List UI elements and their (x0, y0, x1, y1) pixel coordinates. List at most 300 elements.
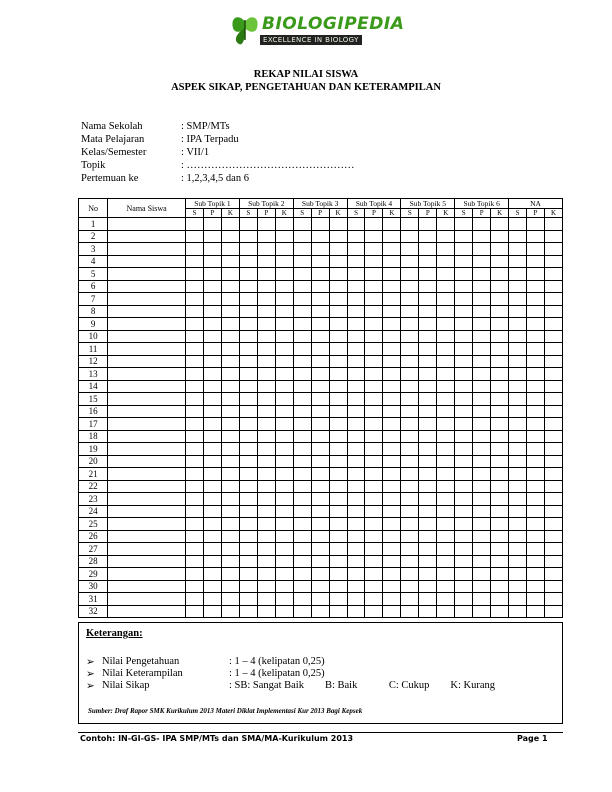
score-cell (491, 430, 509, 443)
keterangan-value: : SB: Sangat Baik B: Baik C: Cukup K: Kurang (229, 680, 496, 691)
score-cell (473, 355, 491, 368)
info-value: : ………………………………………… (181, 160, 355, 171)
score-cell (257, 580, 275, 593)
score-cell (455, 405, 473, 418)
score-cell (257, 305, 275, 318)
col-sub-header: K (383, 209, 401, 218)
student-name-cell (108, 343, 186, 356)
score-cell (186, 530, 204, 543)
score-cell (437, 593, 455, 606)
table-row (79, 280, 563, 293)
score-cell (473, 393, 491, 406)
score-cell (544, 218, 562, 231)
score-cell (437, 418, 455, 431)
score-cell (239, 355, 257, 368)
score-cell (437, 530, 455, 543)
score-cell (401, 380, 419, 393)
col-header-no: No (79, 199, 108, 218)
row-number: 3 (79, 243, 108, 256)
score-cell (329, 530, 347, 543)
row-number: 20 (79, 455, 108, 468)
score-cell (473, 230, 491, 243)
score-cell (544, 443, 562, 456)
score-cell (544, 530, 562, 543)
table-row (79, 555, 563, 568)
score-cell (239, 430, 257, 443)
student-name-cell (108, 480, 186, 493)
score-cell (311, 443, 329, 456)
score-cell (455, 480, 473, 493)
keterangan-item (86, 656, 325, 668)
score-cell (383, 443, 401, 456)
keterangan-label: Nilai Pengetahuan (102, 656, 180, 667)
score-cell (544, 318, 562, 331)
score-cell (509, 418, 527, 431)
score-cell (221, 368, 239, 381)
score-cell (221, 355, 239, 368)
student-name-cell (108, 555, 186, 568)
score-cell (455, 505, 473, 518)
logo-name: BIOLOGIPEDIA (262, 14, 405, 34)
score-cell (419, 443, 437, 456)
score-cell (455, 393, 473, 406)
score-cell (347, 605, 365, 618)
score-cell (455, 518, 473, 531)
col-sub-header: K (544, 209, 562, 218)
score-cell (347, 255, 365, 268)
score-cell (347, 443, 365, 456)
score-cell (221, 443, 239, 456)
score-cell (186, 405, 204, 418)
score-cell (544, 543, 562, 556)
row-number: 26 (79, 530, 108, 543)
table-row (79, 480, 563, 493)
score-cell (329, 455, 347, 468)
score-cell (311, 555, 329, 568)
score-cell (293, 430, 311, 443)
score-cell (365, 443, 383, 456)
score-cell (383, 455, 401, 468)
score-cell (203, 418, 221, 431)
table-row (79, 305, 563, 318)
score-cell (419, 505, 437, 518)
score-cell (293, 480, 311, 493)
score-cell (257, 380, 275, 393)
score-cell (383, 280, 401, 293)
col-sub-header: S (401, 209, 419, 218)
score-cell (347, 518, 365, 531)
score-cell (401, 555, 419, 568)
score-cell (527, 255, 545, 268)
score-cell (437, 568, 455, 581)
score-cell (419, 405, 437, 418)
score-cell (293, 243, 311, 256)
score-cell (186, 280, 204, 293)
score-cell (419, 255, 437, 268)
score-cell (365, 530, 383, 543)
score-cell (203, 530, 221, 543)
score-cell (203, 443, 221, 456)
score-cell (509, 305, 527, 318)
info-block (81, 121, 355, 186)
score-cell (329, 268, 347, 281)
score-cell (365, 243, 383, 256)
score-cell (347, 355, 365, 368)
score-cell (347, 343, 365, 356)
arrow-bullet-icon: ➢ (86, 681, 95, 692)
score-cell (544, 493, 562, 506)
col-group-header: NA (509, 199, 563, 209)
score-cell (275, 493, 293, 506)
score-cell (544, 293, 562, 306)
student-name-cell (108, 218, 186, 231)
score-cell (239, 605, 257, 618)
score-cell (365, 293, 383, 306)
row-number: 13 (79, 368, 108, 381)
score-cell (437, 330, 455, 343)
score-cell (221, 493, 239, 506)
score-cell (275, 218, 293, 231)
col-sub-header: P (419, 209, 437, 218)
score-cell (221, 455, 239, 468)
score-cell (365, 543, 383, 556)
row-number: 24 (79, 505, 108, 518)
score-cell (293, 405, 311, 418)
score-cell (221, 305, 239, 318)
score-cell (275, 268, 293, 281)
score-cell (544, 430, 562, 443)
score-cell (401, 243, 419, 256)
footer-text: Contoh: IN-GI-GS- IPA SMP/MTs dan SMA/MA-Kurikulum 2013 (80, 734, 354, 743)
score-cell (383, 218, 401, 231)
score-cell (383, 230, 401, 243)
score-cell (527, 430, 545, 443)
score-cell (186, 455, 204, 468)
score-cell (491, 243, 509, 256)
row-number: 12 (79, 355, 108, 368)
score-cell (347, 555, 365, 568)
score-cell (365, 418, 383, 431)
score-cell (347, 593, 365, 606)
score-cell (275, 393, 293, 406)
score-cell (383, 255, 401, 268)
score-cell (275, 293, 293, 306)
score-cell (419, 280, 437, 293)
score-cell (257, 355, 275, 368)
score-cell (544, 268, 562, 281)
score-cell (275, 355, 293, 368)
score-cell (347, 330, 365, 343)
score-cell (329, 580, 347, 593)
score-cell (383, 543, 401, 556)
student-name-cell (108, 530, 186, 543)
score-cell (221, 430, 239, 443)
score-cell (275, 580, 293, 593)
score-cell (383, 480, 401, 493)
score-cell (257, 243, 275, 256)
score-cell (311, 493, 329, 506)
score-cell (527, 318, 545, 331)
score-cell (544, 405, 562, 418)
score-cell (203, 218, 221, 231)
score-cell (401, 430, 419, 443)
score-cell (509, 580, 527, 593)
info-label: Mata Pelajaran (81, 134, 145, 145)
score-cell (275, 280, 293, 293)
score-cell (293, 255, 311, 268)
score-cell (365, 230, 383, 243)
score-cell (221, 293, 239, 306)
score-cell (275, 455, 293, 468)
score-cell (509, 230, 527, 243)
score-cell (293, 330, 311, 343)
score-cell (347, 468, 365, 481)
score-cell (347, 368, 365, 381)
score-cell (203, 555, 221, 568)
info-value: : IPA Terpadu (181, 134, 239, 145)
score-cell (383, 355, 401, 368)
student-name-cell (108, 255, 186, 268)
score-cell (491, 455, 509, 468)
score-cell (473, 430, 491, 443)
score-cell (239, 543, 257, 556)
score-cell (491, 218, 509, 231)
score-cell (527, 330, 545, 343)
score-cell (186, 293, 204, 306)
score-cell (329, 418, 347, 431)
score-cell (509, 493, 527, 506)
score-cell (527, 593, 545, 606)
score-cell (293, 555, 311, 568)
score-cell (186, 330, 204, 343)
score-cell (311, 330, 329, 343)
score-cell (527, 455, 545, 468)
score-cell (455, 305, 473, 318)
score-cell (186, 305, 204, 318)
score-cell (239, 468, 257, 481)
score-cell (311, 605, 329, 618)
score-cell (347, 455, 365, 468)
score-cell (275, 230, 293, 243)
score-cell (383, 268, 401, 281)
score-cell (437, 355, 455, 368)
score-cell (347, 530, 365, 543)
score-cell (491, 480, 509, 493)
score-cell (437, 493, 455, 506)
score-cell (509, 480, 527, 493)
score-cell (455, 343, 473, 356)
arrow-bullet-icon: ➢ (86, 669, 95, 680)
score-cell (221, 405, 239, 418)
score-cell (473, 293, 491, 306)
score-cell (239, 418, 257, 431)
score-cell (275, 568, 293, 581)
score-cell (455, 280, 473, 293)
score-cell (186, 493, 204, 506)
score-cell (239, 593, 257, 606)
score-cell (257, 268, 275, 281)
table-row (79, 268, 563, 281)
score-cell (293, 305, 311, 318)
score-cell (509, 455, 527, 468)
score-cell (203, 455, 221, 468)
score-cell (239, 443, 257, 456)
score-cell (275, 530, 293, 543)
score-cell (473, 480, 491, 493)
score-cell (509, 443, 527, 456)
score-cell (365, 605, 383, 618)
score-cell (544, 330, 562, 343)
score-cell (544, 255, 562, 268)
score-cell (491, 518, 509, 531)
score-cell (275, 518, 293, 531)
score-cell (419, 243, 437, 256)
score-cell (401, 455, 419, 468)
score-cell (329, 393, 347, 406)
score-cell (203, 368, 221, 381)
score-cell (186, 480, 204, 493)
score-cell (401, 318, 419, 331)
score-cell (221, 568, 239, 581)
score-cell (365, 480, 383, 493)
score-cell (239, 293, 257, 306)
score-cell (491, 330, 509, 343)
score-cell (311, 318, 329, 331)
score-cell (186, 418, 204, 431)
table-row (79, 443, 563, 456)
score-cell (186, 555, 204, 568)
student-name-cell (108, 280, 186, 293)
score-cell (455, 568, 473, 581)
score-cell (239, 280, 257, 293)
score-cell (203, 493, 221, 506)
score-cell (257, 393, 275, 406)
score-cell (275, 368, 293, 381)
score-cell (455, 255, 473, 268)
score-cell (437, 543, 455, 556)
score-cell (491, 280, 509, 293)
score-cell (509, 555, 527, 568)
table-row (79, 593, 563, 606)
score-cell (293, 268, 311, 281)
score-cell (491, 530, 509, 543)
score-cell (383, 343, 401, 356)
score-cell (347, 380, 365, 393)
score-cell (544, 605, 562, 618)
row-number: 27 (79, 543, 108, 556)
score-cell (473, 530, 491, 543)
score-cell (311, 480, 329, 493)
score-cell (365, 380, 383, 393)
score-cell (544, 393, 562, 406)
score-cell (186, 518, 204, 531)
score-cell (365, 355, 383, 368)
score-cell (365, 430, 383, 443)
score-cell (401, 480, 419, 493)
score-cell (239, 318, 257, 331)
score-cell (419, 218, 437, 231)
col-sub-header: S (455, 209, 473, 218)
score-cell (491, 343, 509, 356)
score-cell (365, 280, 383, 293)
score-cell (203, 518, 221, 531)
score-cell (239, 405, 257, 418)
score-cell (203, 293, 221, 306)
score-cell (509, 268, 527, 281)
score-cell (491, 468, 509, 481)
score-cell (401, 230, 419, 243)
info-label: Pertemuan ke (81, 173, 139, 184)
row-number: 15 (79, 393, 108, 406)
score-cell (347, 393, 365, 406)
score-cell (257, 430, 275, 443)
student-name-cell (108, 468, 186, 481)
score-cell (311, 405, 329, 418)
score-cell (329, 280, 347, 293)
info-label: Nama Sekolah (81, 121, 143, 132)
score-cell (257, 405, 275, 418)
row-number: 16 (79, 405, 108, 418)
score-cell (239, 268, 257, 281)
score-cell (383, 318, 401, 331)
score-cell (221, 593, 239, 606)
keterangan-label: Nilai Sikap (102, 680, 150, 691)
score-cell (365, 493, 383, 506)
score-cell (293, 343, 311, 356)
score-cell (329, 380, 347, 393)
score-cell (221, 218, 239, 231)
score-cell (437, 368, 455, 381)
score-cell (257, 230, 275, 243)
score-cell (509, 505, 527, 518)
score-cell (473, 305, 491, 318)
student-name-cell (108, 393, 186, 406)
score-cell (311, 280, 329, 293)
score-cell (293, 280, 311, 293)
score-cell (491, 355, 509, 368)
score-cell (419, 230, 437, 243)
score-cell (544, 580, 562, 593)
score-cell (329, 430, 347, 443)
score-cell (239, 305, 257, 318)
score-cell (437, 393, 455, 406)
score-cell (186, 380, 204, 393)
score-cell (437, 243, 455, 256)
score-cell (527, 480, 545, 493)
score-cell (455, 230, 473, 243)
score-cell (203, 255, 221, 268)
score-cell (544, 343, 562, 356)
score-cell (473, 380, 491, 393)
score-cell (311, 368, 329, 381)
score-cell (544, 305, 562, 318)
score-cell (203, 268, 221, 281)
table-row (79, 393, 563, 406)
score-cell (509, 468, 527, 481)
score-cell (311, 268, 329, 281)
info-label: Topik (81, 160, 106, 171)
student-name-cell (108, 605, 186, 618)
score-cell (509, 255, 527, 268)
score-cell (527, 543, 545, 556)
score-cell (311, 455, 329, 468)
score-cell (257, 555, 275, 568)
score-cell (293, 380, 311, 393)
score-cell (203, 568, 221, 581)
student-name-cell (108, 505, 186, 518)
row-number: 18 (79, 430, 108, 443)
score-cell (455, 318, 473, 331)
